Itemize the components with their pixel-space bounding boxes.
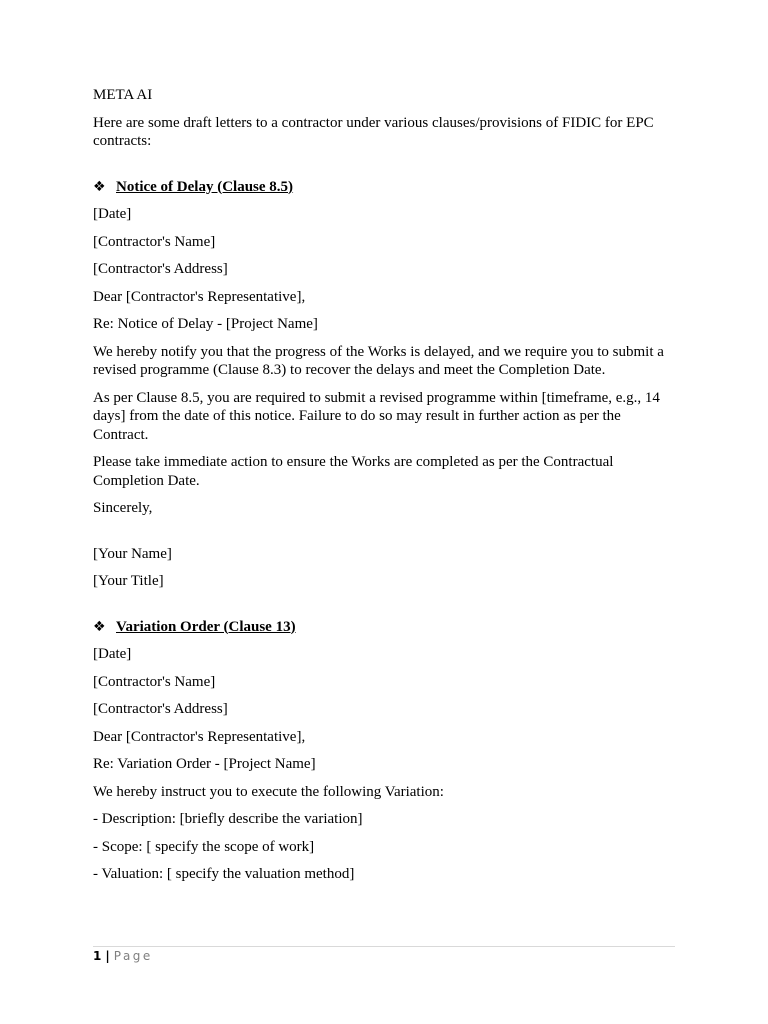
section-title: Variation Order (Clause 13)	[116, 618, 296, 635]
salutation: Dear [Contractor's Representative],	[93, 728, 306, 745]
letter-date: [Date]	[93, 646, 132, 662]
contractor-name: [Contractor's Name]	[93, 233, 216, 250]
footer-separator: |	[105, 949, 110, 963]
page-label: Page	[113, 949, 153, 963]
contractor-address: [Contractor's Address]	[93, 701, 228, 717]
subject-line: Re: Variation Order - [Project Name]	[93, 756, 316, 772]
body-paragraph: We hereby notify you that the progress of the Works is delayed, and we require you to submit a revised programme (Clause 8.3) to recover the delays and meet the Completion Date.	[93, 343, 664, 378]
diamond-bullet-icon: ❖	[93, 178, 106, 195]
document-body	[93, 86, 678, 893]
body-paragraph: As per Clause 8.5, you are required to submit a revised programme within [timeframe, e.g., 14 days] from the date of this notice. Failure to do so may result in further action as per the Contract.	[93, 389, 660, 443]
section-title: Notice of Delay (Clause 8.5)	[116, 178, 294, 195]
list-item-scope: - Scope: [ specify the scope of work]	[93, 838, 315, 855]
contractor-name: [Contractor's Name]	[93, 673, 216, 690]
page-number: 1	[93, 949, 102, 963]
letter-date: [Date]	[93, 206, 132, 222]
body-paragraph: Please take immediate action to ensure the Works are completed as per the Contractual Completion Date.	[93, 454, 614, 489]
spacer	[93, 527, 678, 545]
spacer	[93, 600, 678, 618]
diamond-bullet-icon: ❖	[93, 618, 106, 635]
contractor-address: [Contractor's Address]	[93, 261, 228, 277]
app-title: META AI	[93, 87, 153, 103]
body-paragraph: We hereby instruct you to execute the following Variation:	[93, 783, 444, 800]
spacer	[93, 160, 678, 178]
page-footer	[93, 948, 153, 964]
closing: Sincerely,	[93, 500, 153, 516]
salutation: Dear [Contractor's Representative],	[93, 288, 306, 305]
intro-paragraph: Here are some draft letters to a contractor under various clauses/provisions of FIDIC for EPC contracts:	[93, 114, 654, 149]
list-item-valuation: - Valuation: [ specify the valuation method]	[93, 866, 355, 882]
signature-name: [Your Name]	[93, 545, 172, 562]
subject-line: Re: Notice of Delay - [Project Name]	[93, 316, 318, 332]
footer-divider	[93, 946, 675, 947]
section-heading-variation-order	[93, 618, 678, 637]
signature-title: [Your Title]	[93, 573, 164, 589]
section-heading-notice-of-delay	[93, 178, 678, 197]
list-item-description: - Description: [briefly describe the variation]	[93, 811, 363, 827]
